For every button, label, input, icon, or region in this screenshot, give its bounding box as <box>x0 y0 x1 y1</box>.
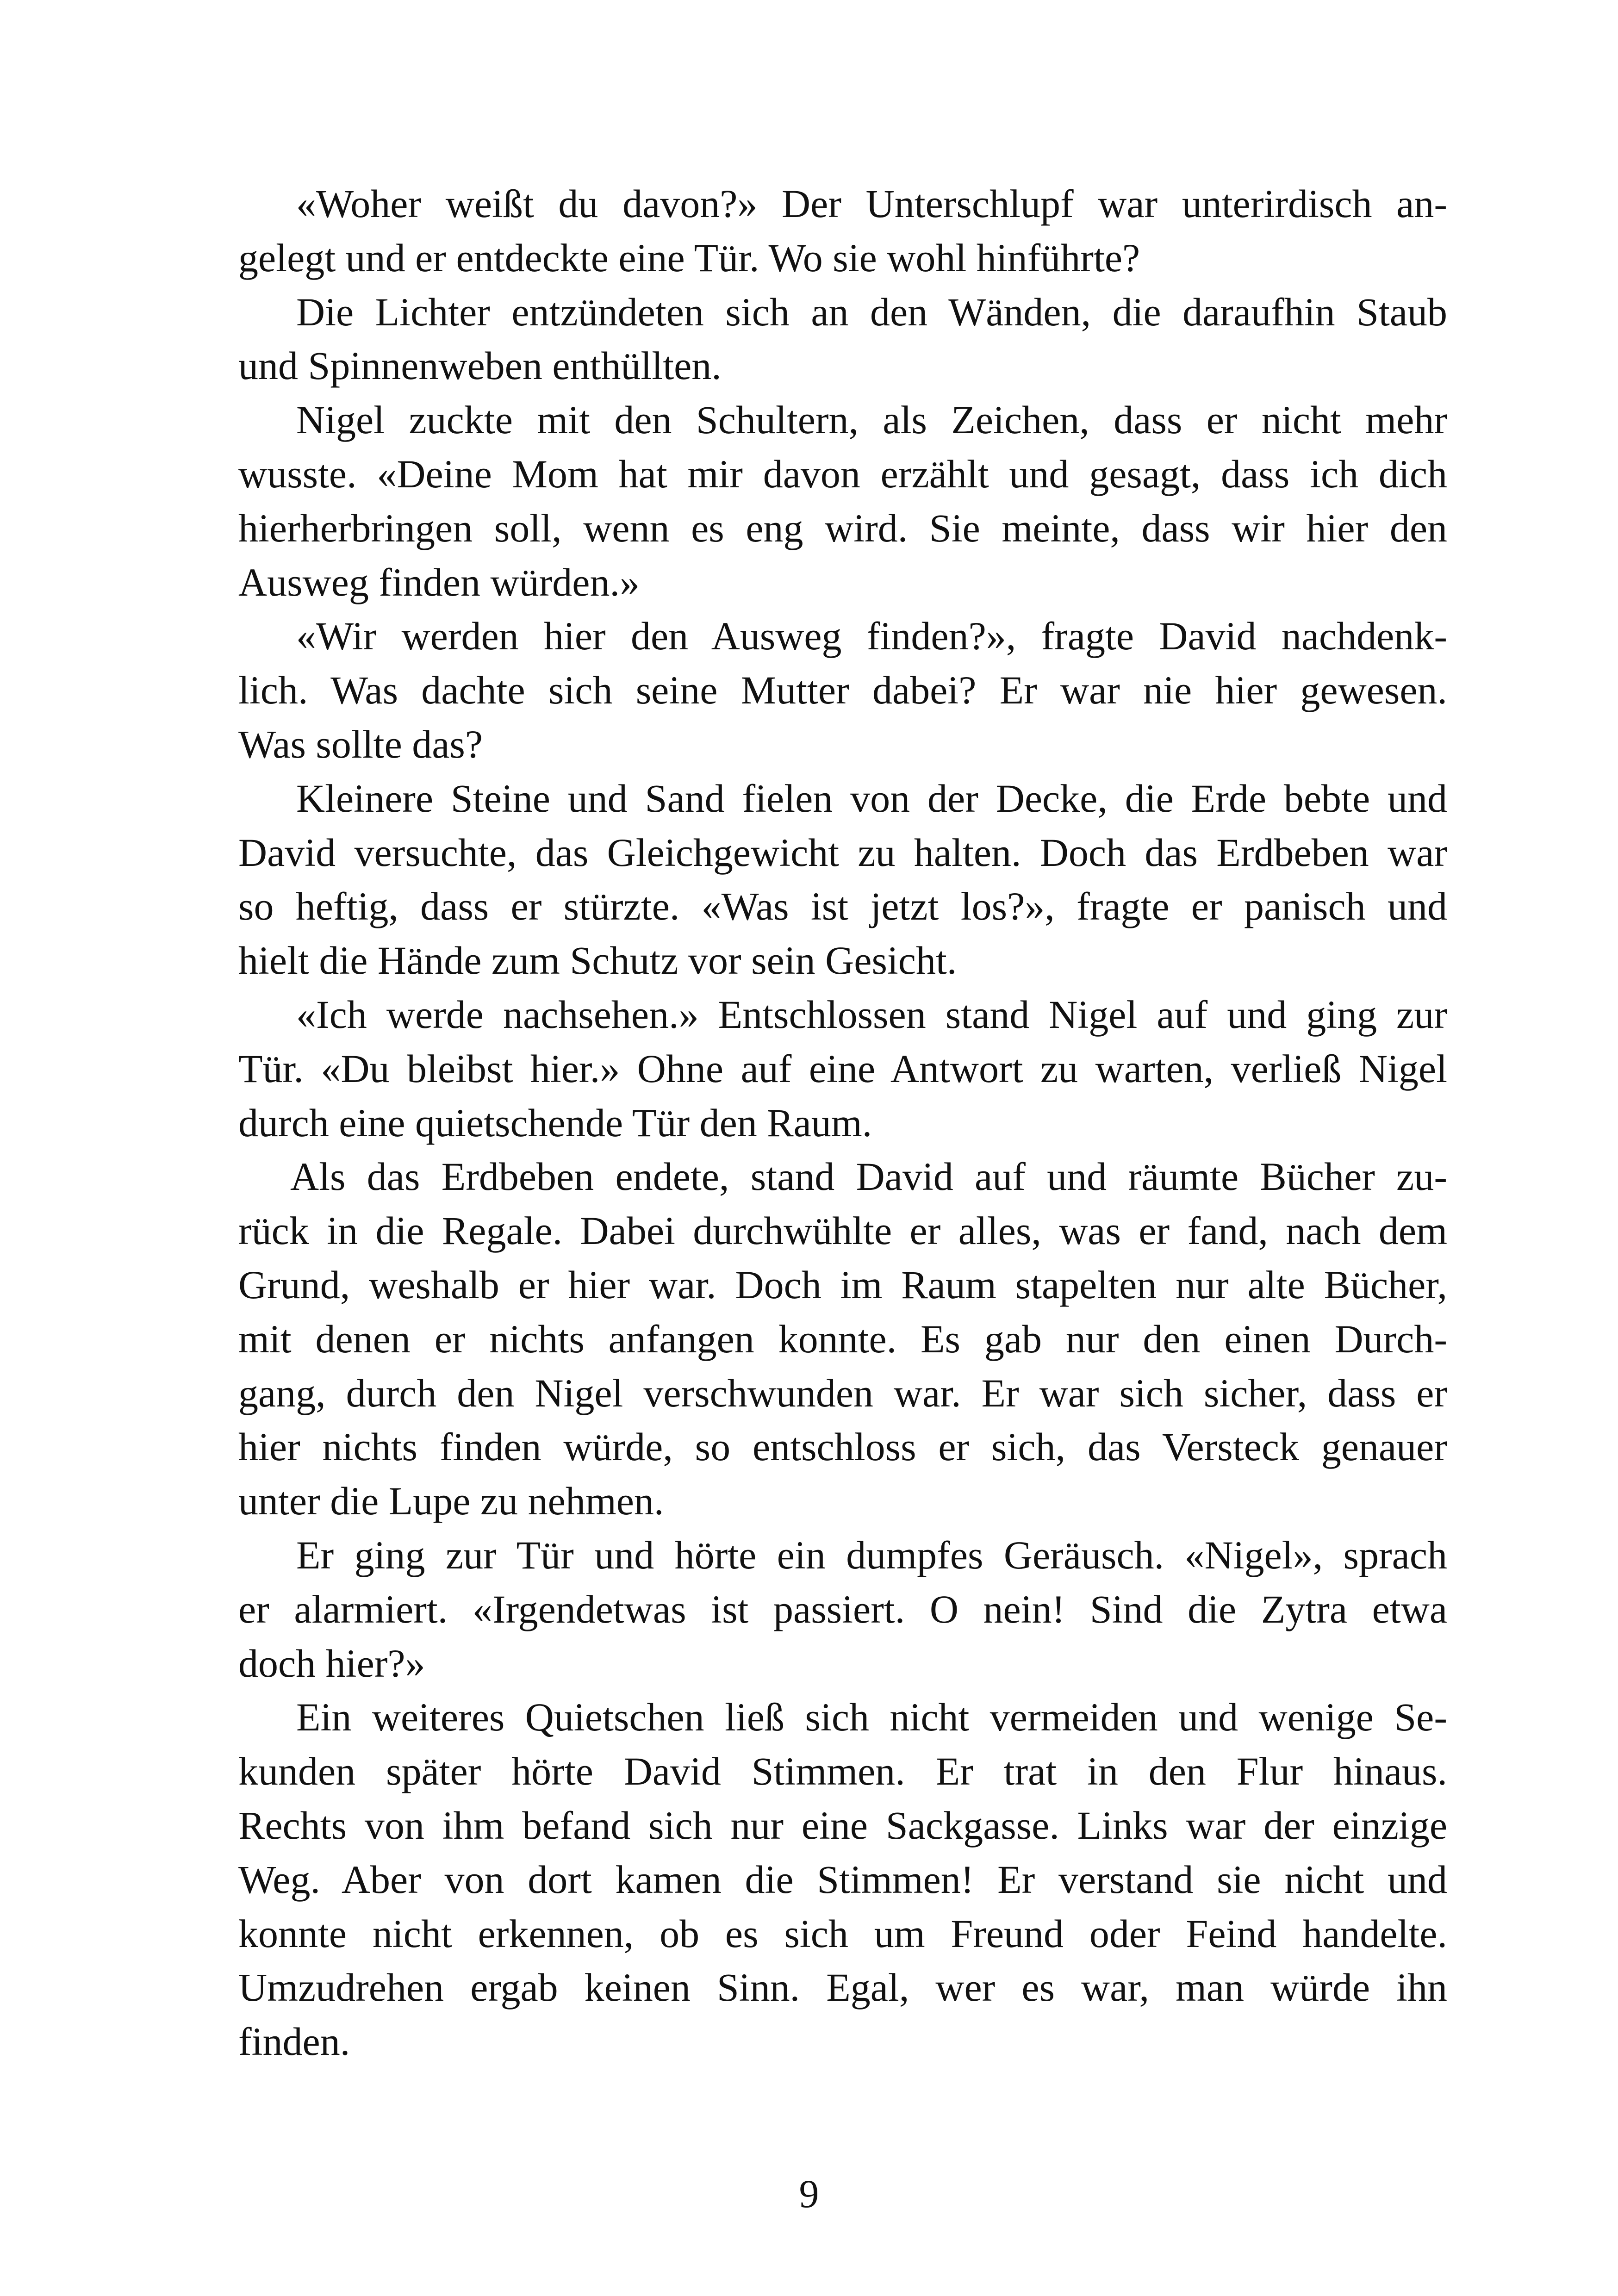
text-line <box>238 177 1447 231</box>
text-line-content: Tür. «Du bleibst hier.» Ohne auf eine Antwort zu warten, verließ Nigel <box>238 1046 1447 1091</box>
text-line <box>238 933 1447 988</box>
text-line-content: so heftig, dass er stürzte. «Was ist jetzt los?», fragte er panisch und <box>238 884 1447 929</box>
text-line <box>238 447 1447 501</box>
text-line <box>238 1798 1447 1853</box>
text-line-content: kunden später hörte David Stimmen. Er trat in den Flur hinaus. <box>238 1749 1447 1794</box>
text-line-content: mit denen er nichts anfangen konnte. Es gab nur den einen Durch- <box>238 1316 1447 1361</box>
text-line <box>238 1960 1447 2015</box>
text-line-content: Grund, weshalb er hier war. Doch im Raum stapelten nur alte Bücher, <box>238 1262 1447 1307</box>
text-line <box>238 1907 1447 1961</box>
text-line <box>238 1096 1447 1150</box>
paragraph <box>238 1690 1447 2069</box>
body-text <box>238 177 1447 2069</box>
text-line-content: Weg. Aber von dort kamen die Stimmen! Er verstand sie nicht und <box>238 1857 1447 1902</box>
paragraph <box>238 609 1447 771</box>
text-line-content: rück in die Regale. Dabei durchwühlte er alles, was er fand, nach dem <box>238 1208 1447 1253</box>
text-line <box>238 879 1447 933</box>
text-line <box>238 1420 1447 1474</box>
text-line-content: hierherbringen soll, wenn es eng wird. Sie meinte, dass wir hier den <box>238 505 1447 550</box>
text-line <box>238 772 1447 826</box>
text-line-content: wusste. «Deine Mom hat mir davon erzählt und gesagt, dass ich dich <box>238 451 1447 496</box>
text-line <box>238 717 1447 772</box>
text-line <box>238 285 1447 339</box>
text-line <box>238 663 1447 717</box>
text-line <box>238 1204 1447 1258</box>
text-line-content: Als das Erdbeben endete, stand David auf und räumte Bücher zu- <box>290 1154 1447 1199</box>
text-line <box>238 1528 1447 1582</box>
paragraph <box>238 285 1447 393</box>
page-number: 9 <box>799 2172 819 2216</box>
text-line-content: Was sollte das? <box>238 722 483 766</box>
text-line <box>238 1690 1447 1744</box>
text-line-content: Ausweg finden würden.» <box>238 560 640 604</box>
text-line <box>238 988 1447 1042</box>
text-line <box>238 1258 1447 1312</box>
text-line-content: Er ging zur Tür und hörte ein dumpfes Geräusch. «Nigel», sprach <box>296 1532 1447 1577</box>
text-line-content: Rechts von ihm befand sich nur eine Sackgasse. Links war der einzige <box>238 1803 1447 1848</box>
paragraph <box>238 177 1447 285</box>
text-line-content: David versuchte, das Gleichgewicht zu halten. Doch das Erdbeben war <box>238 830 1447 875</box>
text-line <box>238 231 1447 285</box>
text-line <box>238 1150 1447 1204</box>
text-line <box>238 1474 1447 1528</box>
text-line-content: unter die Lupe zu nehmen. <box>238 1479 664 1524</box>
text-line <box>238 1042 1447 1096</box>
text-line-content: Die Lichter entzündeten sich an den Wänden, die daraufhin Staub <box>296 289 1447 334</box>
text-line-content: er alarmiert. «Irgendetwas ist passiert. O nein! Sind die Zytra etwa <box>238 1587 1447 1631</box>
text-line <box>238 1582 1447 1636</box>
text-line-content: «Woher weißt du davon?» Der Unterschlupf war unterirdisch an- <box>296 181 1447 226</box>
text-line-content: konnte nicht erkennen, ob es sich um Freund oder Feind handelte. <box>238 1911 1447 1956</box>
text-line <box>238 1744 1447 1798</box>
text-line-content: doch hier?» <box>238 1641 425 1686</box>
text-line <box>238 393 1447 447</box>
text-line <box>238 1853 1447 1907</box>
text-line-content: «Ich werde nachsehen.» Entschlossen stand Nigel auf und ging zur <box>296 992 1447 1037</box>
text-line-content: hier nichts finden würde, so entschloss er sich, das Versteck genauer <box>238 1425 1447 1469</box>
text-line <box>238 826 1447 880</box>
text-line <box>238 2015 1447 2069</box>
text-line-content: Kleinere Steine und Sand fielen von der Decke, die Erde bebte und <box>296 776 1447 821</box>
paragraph <box>238 1528 1447 1690</box>
text-line-content: «Wir werden hier den Ausweg finden?», fragte David nachdenk- <box>296 614 1447 659</box>
text-line-content: durch eine quietschende Tür den Raum. <box>238 1100 872 1145</box>
text-line-content: lich. Was dachte sich seine Mutter dabei? Er war nie hier gewesen. <box>238 668 1447 713</box>
text-line-content: gang, durch den Nigel verschwunden war. Er war sich sicher, dass er <box>238 1370 1447 1415</box>
text-line <box>238 609 1447 663</box>
text-line-content: Umzudrehen ergab keinen Sinn. Egal, wer es war, man würde ihn <box>238 1965 1447 2010</box>
text-line-content: und Spinnenweben enthüllten. <box>238 343 722 388</box>
text-line-content: gelegt und er entdeckte eine Tür. Wo sie wohl hinführte? <box>238 235 1140 280</box>
text-line <box>238 501 1447 555</box>
text-line <box>238 339 1447 393</box>
paragraph <box>238 1150 1447 1528</box>
text-line-content: finden. <box>238 2019 350 2064</box>
text-line <box>238 1366 1447 1420</box>
text-line <box>238 1312 1447 1366</box>
text-line-content: Ein weiteres Quietschen ließ sich nicht vermeiden und wenige Se- <box>296 1695 1447 1740</box>
text-line <box>238 555 1447 610</box>
paragraph <box>238 393 1447 609</box>
paragraph <box>238 988 1447 1150</box>
text-line-content: hielt die Hände zum Schutz vor sein Gesicht. <box>238 938 957 983</box>
paragraph <box>238 772 1447 988</box>
text-line-content: Nigel zuckte mit den Schultern, als Zeichen, dass er nicht mehr <box>296 398 1447 442</box>
text-line <box>238 1636 1447 1691</box>
